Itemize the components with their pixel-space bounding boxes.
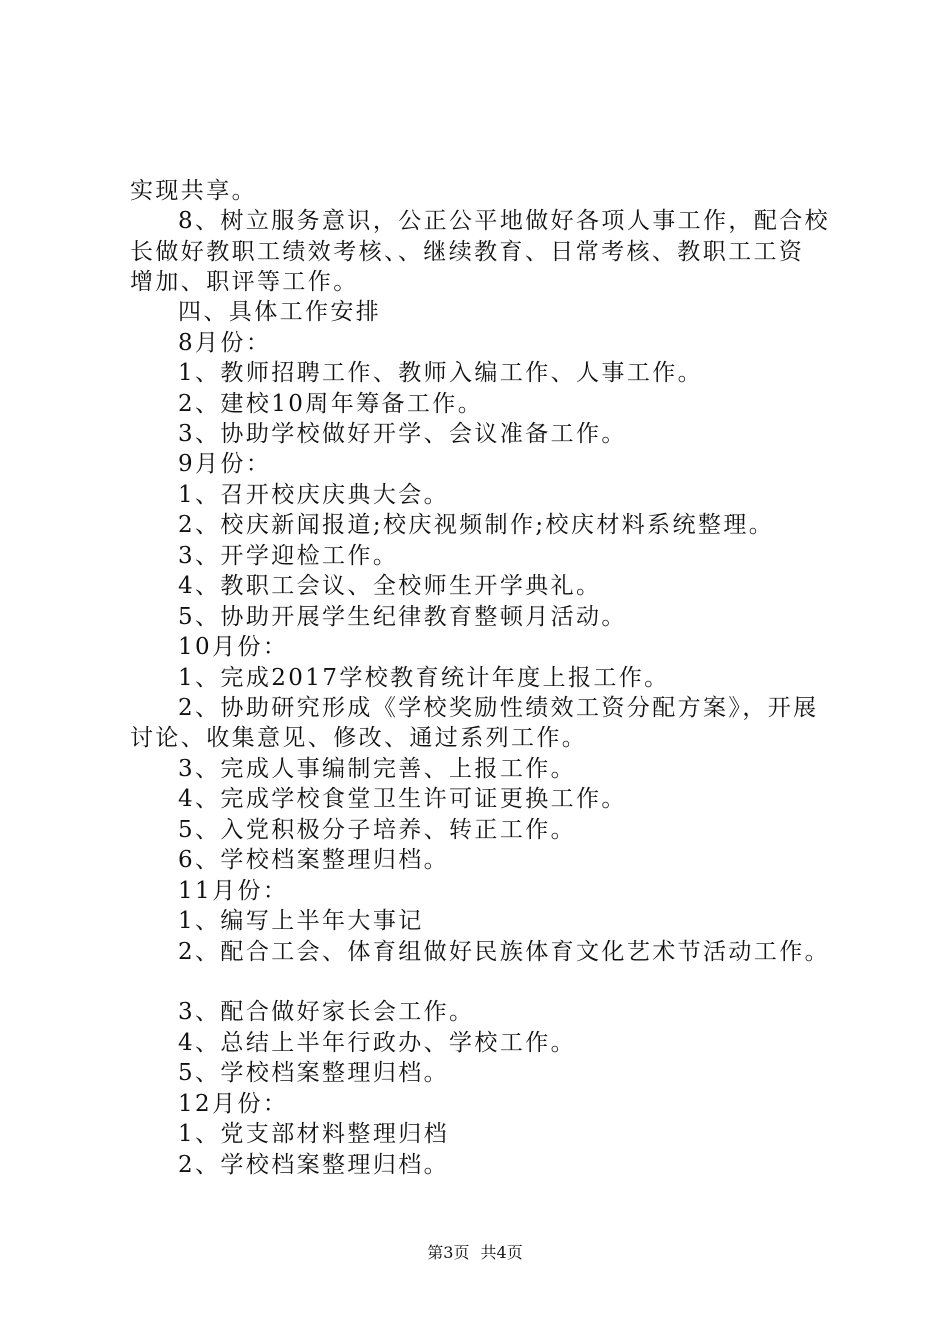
list-item: 2、协助研究形成《学校奖励性绩效工资分配方案》，开展: [178, 695, 819, 721]
list-item: 6、学校档案整理归档。: [178, 847, 450, 873]
list-item: 2、建校10周年筹备工作。: [178, 391, 484, 417]
paragraph-line: 长做好教职工绩效考核、、继续教育、日常考核、教职工工资: [130, 239, 805, 265]
paragraph-line: 讨论、收集意见、修改、通过系列工作。: [130, 725, 588, 751]
list-item: 1、召开校庆庆典大会。: [178, 482, 450, 508]
list-item: 1、党支部材料整理归档: [178, 1121, 450, 1147]
list-item: 4、教职工会议、全校师生开学典礼。: [178, 573, 602, 599]
list-item: 4、完成学校食堂卫生许可证更换工作。: [178, 786, 627, 812]
list-item: 4、总结上半年行政办、学校工作。: [178, 1030, 577, 1056]
list-item: 1、教师招聘工作、教师入编工作、人事工作。: [178, 360, 704, 386]
list-item: 2、学校档案整理归档。: [178, 1152, 450, 1178]
page-number: 第3页: [427, 1243, 470, 1262]
section-heading: 四、具体工作安排: [178, 299, 382, 325]
list-item: 1、完成2017学校教育统计年度上报工作。: [178, 665, 670, 691]
paragraph-line: 增加、职评等工作。: [130, 269, 359, 295]
month-heading: 10月份：: [178, 634, 289, 660]
list-item: 3、配合做好家长会工作。: [178, 999, 475, 1025]
list-item: 2、校庆新闻报道;校庆视频制作;校庆材料系统整理。: [178, 512, 775, 538]
page-total: 共4页: [480, 1243, 523, 1262]
month-heading: 12月份：: [178, 1091, 289, 1117]
month-heading: 11月份：: [178, 878, 289, 904]
paragraph-line: 8、树立服务意识，公正公平地做好各项人事工作，配合校: [178, 208, 831, 234]
paragraph-line: 实现共享。: [130, 178, 257, 204]
list-item: 3、开学迎检工作。: [178, 543, 399, 569]
list-item: 3、完成人事编制完善、上报工作。: [178, 756, 577, 782]
page-footer: [0, 1243, 950, 1263]
month-heading: 8月份：: [178, 330, 272, 356]
list-item: 3、协助学校做好开学、会议准备工作。: [178, 421, 627, 447]
list-item: 2、配合工会、体育组做好民族体育文化艺术节活动工作。: [178, 939, 831, 965]
list-item: 5、学校档案整理归档。: [178, 1060, 450, 1086]
list-item: 5、入党积极分子培养、转正工作。: [178, 817, 577, 843]
list-item: 5、协助开展学生纪律教育整顿月活动。: [178, 604, 627, 630]
list-item: 1、编写上半年大事记: [178, 908, 424, 934]
month-heading: 9月份：: [178, 451, 272, 477]
